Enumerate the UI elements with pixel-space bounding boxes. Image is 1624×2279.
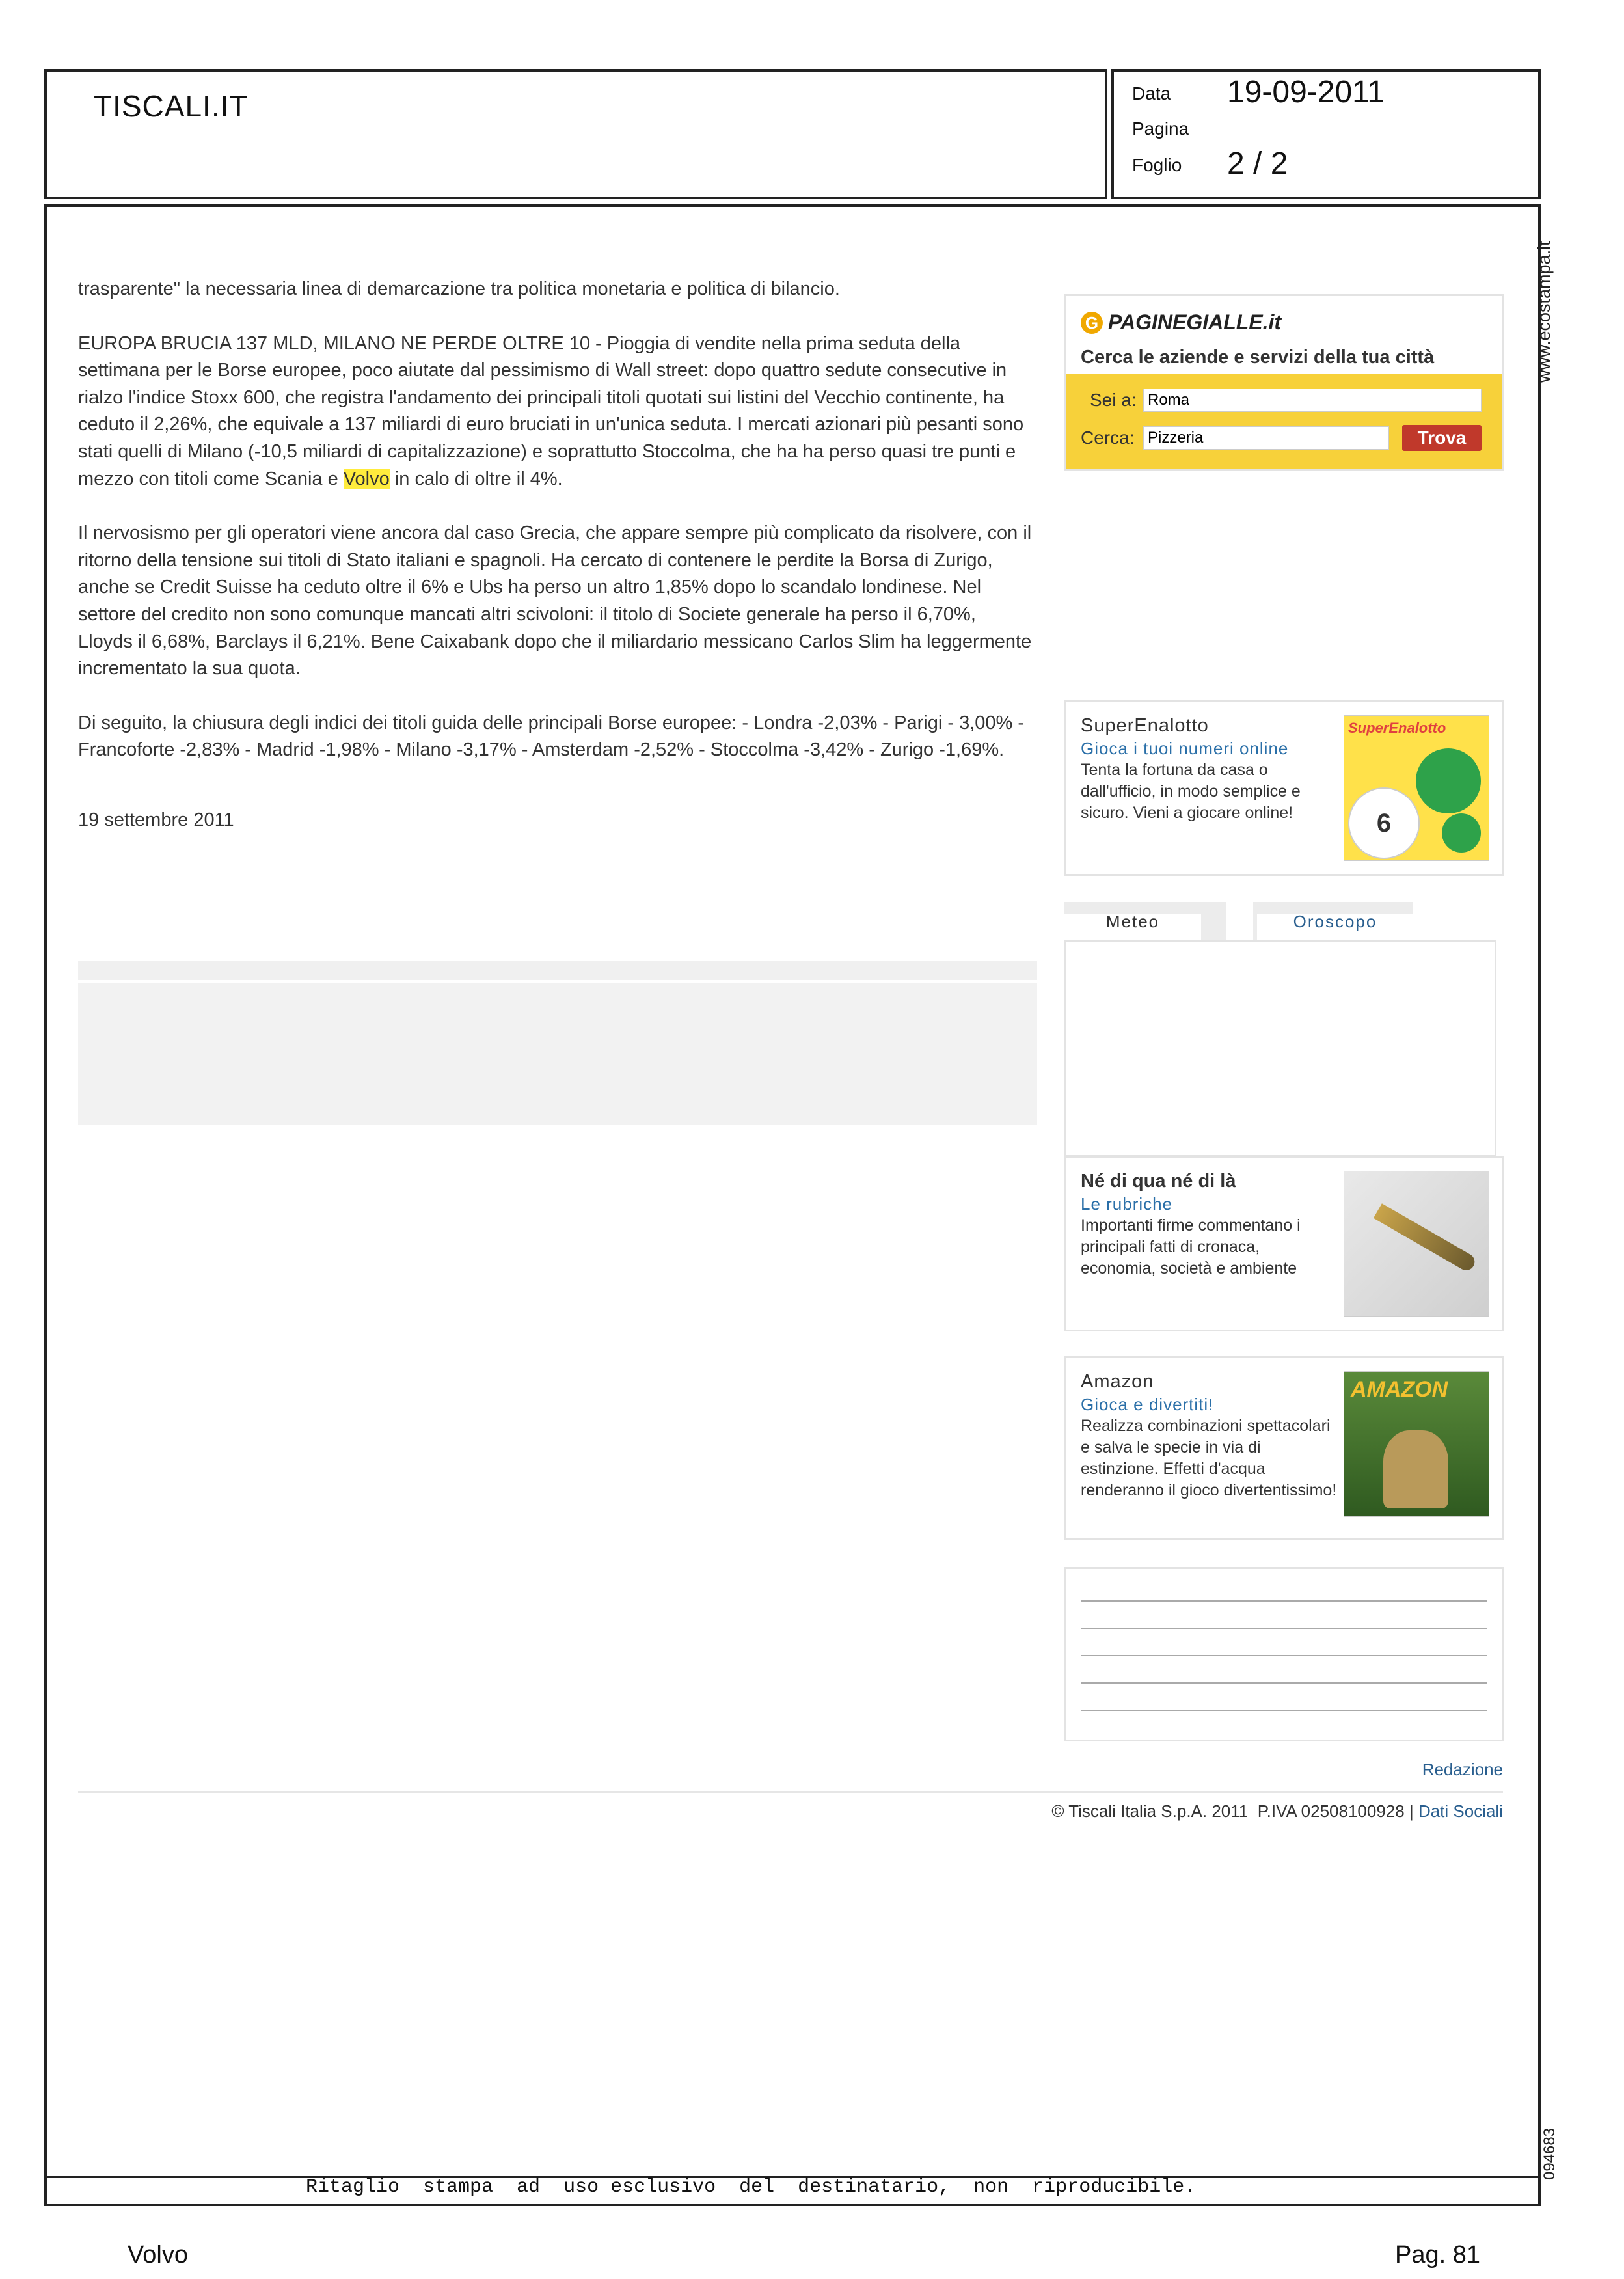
clover-icon — [1416, 748, 1481, 813]
page-footer-topic: Volvo — [128, 2241, 188, 2269]
pen-nib-icon — [1374, 1203, 1478, 1274]
superenalotto-text: Tenta la fortuna da casa o dall'ufficio, in modo semplice e sicuro. Vieni a giocare online! — [1081, 761, 1301, 822]
tab-content-panel — [1064, 940, 1496, 1157]
cerca-label: Cerca: — [1081, 428, 1135, 448]
data-label: Data — [1132, 83, 1171, 103]
rubriche-text: Importanti firme commentano i principali fatti di cronaca, economia, società e ambiente — [1081, 1216, 1301, 1277]
divider — [1081, 1655, 1487, 1656]
tab-oroscopo-label: Oroscopo — [1257, 914, 1413, 941]
foglio-label: Foglio — [1132, 155, 1182, 175]
divider — [1081, 1628, 1487, 1629]
article-paragraph-1: trasparente" la necessaria linea di demarcazione tra politica monetaria e politica di bilancio. — [78, 279, 840, 299]
amazon-game-image[interactable] — [1344, 1371, 1489, 1517]
placeholder-block — [78, 983, 1037, 1125]
highlight-volvo: Volvo — [343, 468, 390, 489]
article-date: 19 settembre 2011 — [78, 809, 234, 830]
paginegialle-tagline: Cerca le aziende e servizi della tua città — [1081, 347, 1435, 368]
copyright-text: © Tiscali Italia S.p.A. 2011 P.IVA 02508100928 | — [1051, 1801, 1418, 1821]
superenalotto-image-text: SuperEnalotto — [1348, 720, 1446, 736]
p2-text-before: EUROPA BRUCIA 137 MLD, MILANO NE PERDE OLTRE 10 - Pioggia di vendite nella prima seduta della settimana per le Borse europee, poco aiutate dal pessimismo di Wall street: dopo quattro sedute consecutive in rialzo l'indice Stoxx 600, che registra l'andamento dei principali titoli quotati sui listini del Vecchio continente, ha ceduto il 2,26%, che equivale a 137 miliardi di euro bruciati in un'unica seduta. I mercati azionari più pesanti sono stati quelli di Milano (-10,5 miliardi di capitalizzazione) e soprattutto Stoccolma, che ha ha perso quasi tre punti e mezzo con titoli come Scania e — [78, 333, 1024, 489]
article-paragraph-2 — [78, 331, 1035, 493]
source-title: TISCALI.IT — [94, 89, 249, 123]
copyright-line — [1051, 1801, 1503, 1822]
clover-icon-small — [1442, 813, 1481, 853]
paginegialle-form — [1066, 374, 1502, 469]
placeholder-bar — [78, 961, 1037, 980]
rubriche-subtitle[interactable]: Le rubriche — [1081, 1194, 1173, 1214]
data-value: 19-09-2011 — [1227, 75, 1385, 109]
superenalotto-image[interactable] — [1344, 715, 1489, 861]
foglio-value: 2 / 2 — [1227, 146, 1288, 181]
paginegialle-g-icon: G — [1081, 312, 1103, 334]
amazon-text: Realizza combinazioni spettacolari e salva le specie in via di estinzione. Effetti d'acqua renderanno il gioco divertentissimo! — [1081, 1417, 1337, 1499]
trova-button[interactable]: Trova — [1402, 425, 1482, 451]
article-body — [78, 276, 1035, 862]
fountain-pen-image[interactable] — [1344, 1171, 1489, 1317]
search-input[interactable] — [1143, 426, 1389, 450]
article-paragraph-3: Il nervosismo per gli operatori viene ancora dal caso Grecia, che appare sempre più complicato da risolvere, con il ritorno della tensione sui titoli di Stato italiani e spagnoli. Ha cercato di contenere le perdite la Borsa di Zurigo, anche se Credit Suisse ha ceduto oltre il 6% e Ubs ha perso un altro 1,85% dopo lo scandalo londinese. Nel settore del credito non sono comunque mancati altri scivoloni: il titolo di Societe generale ha perso il 6,70%, Lloyds il 6,68%, Barclays il 6,21%. Bene Caixabank dopo che il miliardario messicano Carlos Slim ha leggermente incrementato la sua quota. — [78, 523, 1032, 679]
ecostampa-vertical: www.ecostampa.it — [1534, 241, 1554, 383]
lined-panel — [1064, 1567, 1504, 1741]
page-footer-number: Pag. 81 — [1395, 2241, 1480, 2269]
divider — [1081, 1682, 1487, 1684]
paginegialle-logo[interactable]: G PAGINEGIALLE.it — [1081, 310, 1281, 334]
footer-divider — [78, 1791, 1503, 1793]
rubriche-title: Né di qua né di là — [1081, 1171, 1236, 1192]
amazon-title: Amazon — [1081, 1371, 1154, 1392]
stone-idol-icon — [1383, 1430, 1448, 1508]
paginegialle-widget — [1064, 294, 1504, 471]
amazon-image-text: AMAZON — [1351, 1377, 1448, 1402]
lottery-ball-icon: 6 — [1348, 787, 1420, 859]
amazon-widget[interactable] — [1064, 1356, 1504, 1540]
tab-oroscopo[interactable] — [1253, 902, 1413, 941]
pagina-label: Pagina — [1132, 118, 1189, 139]
divider — [1081, 1600, 1487, 1602]
p2-text-after: in calo di oltre il 4%. — [389, 468, 563, 489]
tab-meteo[interactable] — [1064, 902, 1226, 941]
superenalotto-widget[interactable] — [1064, 700, 1504, 876]
superenalotto-subtitle[interactable]: Gioca i tuoi numeri online — [1081, 739, 1289, 758]
article-paragraph-4: Di seguito, la chiusura degli indici dei titoli guida delle principali Borse europee: - Londra -2,03% - Parigi - 3,00% - Francoforte -2,83% - Madrid -1,98% - Milano -3,17% - Amsterdam -2,52% - Stoccolma -3,42% - Zurigo -1,69%. — [78, 712, 1025, 761]
divider — [1081, 1710, 1487, 1711]
rubriche-widget[interactable] — [1064, 1156, 1504, 1331]
document-code-vertical: 094683 — [1541, 2127, 1558, 2180]
location-input[interactable] — [1143, 389, 1482, 412]
redazione-link[interactable]: Redazione — [1422, 1760, 1503, 1779]
tab-meteo-label: Meteo — [1064, 914, 1201, 941]
ritaglio-notice: Ritaglio stampa ad uso esclusivo del destinatario, non riproducibile. — [306, 2176, 1197, 2198]
amazon-subtitle[interactable]: Gioca e divertiti! — [1081, 1395, 1214, 1414]
sei-label: Sei a: — [1090, 390, 1137, 410]
superenalotto-title: SuperEnalotto — [1081, 715, 1209, 736]
dati-sociali-link[interactable]: Dati Sociali — [1418, 1801, 1503, 1821]
